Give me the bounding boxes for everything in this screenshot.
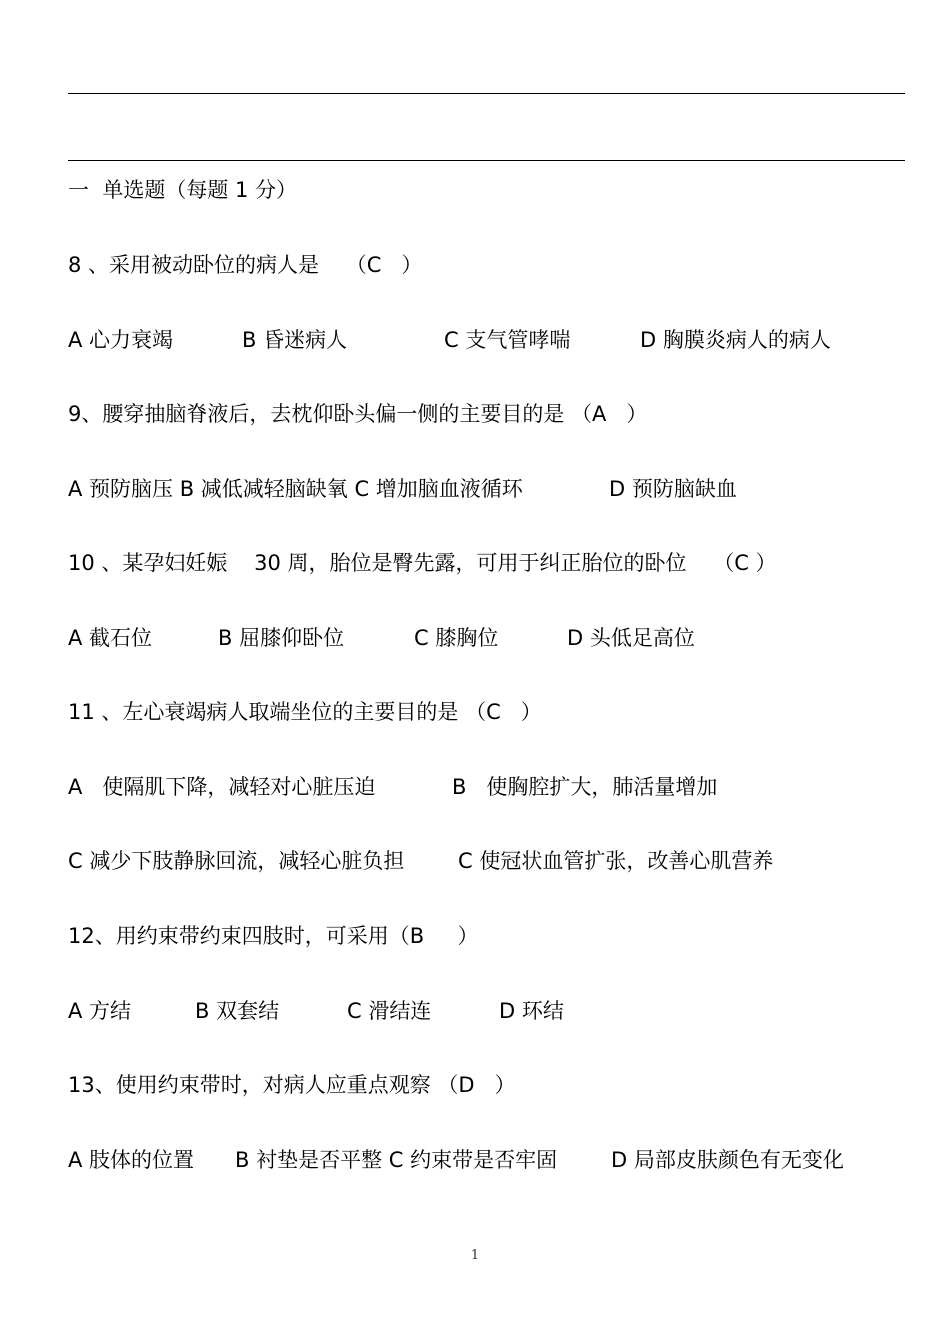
option: C 膝胸位: [414, 626, 499, 650]
question-stem: 12、用约束带约束四肢时，可采用（B ）: [68, 924, 479, 948]
option: B 双套结: [195, 999, 280, 1023]
option: D 头低足高位: [567, 626, 695, 650]
option: D 胸膜炎病人的病人: [640, 328, 831, 352]
option: D 预防脑缺血: [609, 477, 737, 501]
question-stem: 8 、采用被动卧位的病人是 （C ）: [68, 253, 423, 277]
option: B 昏迷病人: [242, 328, 348, 352]
header-rule-bottom: [68, 160, 905, 161]
option: A 肢体的位置: [68, 1148, 195, 1172]
option: C 使冠状血管扩张，改善心肌营养: [458, 849, 774, 873]
option: A 心力衰竭: [68, 328, 174, 352]
option: A 方结: [68, 999, 132, 1023]
question-options: [68, 773, 905, 857]
header-rule-top: [68, 93, 905, 94]
option: D 环结: [499, 999, 564, 1023]
option: C 滑结连: [347, 999, 432, 1023]
option: A 使隔肌下降，减轻对心脏压迫: [68, 775, 376, 799]
question-stem: 11 、左心衰竭病人取端坐位的主要目的是 （C ）: [68, 700, 542, 724]
page-number: 1: [470, 1248, 480, 1263]
option: C 减少下肢静脉回流，减轻心脏负担: [68, 849, 405, 873]
option: A 截石位: [68, 626, 153, 650]
option: B 使胸腔扩大，肺活量增加: [452, 775, 718, 799]
question-options: [68, 326, 905, 466]
question-options: [68, 847, 905, 931]
option: C 支气管哮喘: [444, 328, 571, 352]
question-stem: 10 、某孕妇妊娠 30 周，胎位是臀先露，可用于纠正胎位的卧位 （C ）: [68, 551, 777, 575]
question-options: [68, 624, 905, 764]
question-stem: 9、腰穿抽脑脊液后，去枕仰卧头偏一侧的主要目的是 （A ）: [68, 402, 648, 426]
question-stem: 13、使用约束带时，对病人应重点观察 （D ）: [68, 1073, 516, 1097]
question-options: [68, 1146, 905, 1258]
option: A 预防脑压 B 减低减轻脑缺氧 C 增加脑血液循环: [68, 477, 523, 501]
option: D 局部皮肤颜色有无变化: [611, 1148, 844, 1172]
option: B 衬垫是否平整 C 约束带是否牢固: [235, 1148, 558, 1172]
question-options: [68, 997, 905, 1137]
section-title: 一 单选题（每题 1 分）: [68, 178, 298, 202]
option: B 屈膝仰卧位: [218, 626, 345, 650]
question-options: [68, 475, 905, 559]
